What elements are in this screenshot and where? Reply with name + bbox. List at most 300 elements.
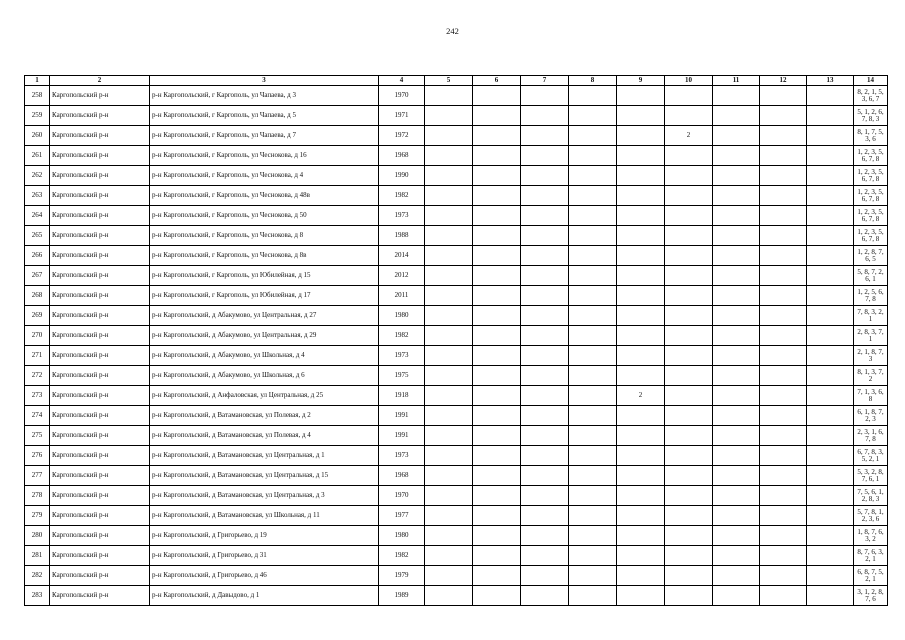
row-number: 258: [25, 86, 50, 106]
col14-cell: 7, 1, 3, 6, 8: [854, 386, 888, 406]
empty-cell: [521, 406, 569, 426]
empty-cell: [807, 506, 854, 526]
empty-cell: [521, 326, 569, 346]
year-cell: 2012: [379, 266, 425, 286]
table-row: [25, 206, 888, 226]
col10-cell: [665, 286, 713, 306]
col14-cell: 6, 8, 7, 5, 2, 1: [854, 566, 888, 586]
empty-cell: [569, 86, 617, 106]
address-cell: р-н Каргопольский, г Каргополь, ул Чеснокова, д 8: [150, 226, 379, 246]
district-cell: Каргопольский р-н: [50, 546, 150, 566]
col9-cell: [617, 306, 665, 326]
col9-cell: [617, 146, 665, 166]
empty-cell: [807, 326, 854, 346]
col9-cell: [617, 466, 665, 486]
empty-cell: [807, 146, 854, 166]
empty-cell: [807, 526, 854, 546]
col14-cell: 1, 2, 3, 5, 6, 7, 8: [854, 166, 888, 186]
empty-cell: [713, 386, 760, 406]
col10-cell: [665, 426, 713, 446]
empty-cell: [760, 506, 807, 526]
empty-cell: [521, 546, 569, 566]
row-number: 265: [25, 226, 50, 246]
empty-cell: [425, 286, 473, 306]
empty-cell: [713, 326, 760, 346]
empty-cell: [425, 106, 473, 126]
empty-cell: [713, 266, 760, 286]
empty-cell: [569, 486, 617, 506]
district-cell: Каргопольский р-н: [50, 406, 150, 426]
table-row: [25, 266, 888, 286]
empty-cell: [521, 386, 569, 406]
empty-cell: [713, 86, 760, 106]
col9-cell: [617, 166, 665, 186]
empty-cell: [807, 346, 854, 366]
empty-cell: [807, 446, 854, 466]
col9-cell: [617, 246, 665, 266]
table-row: [25, 406, 888, 426]
col9-cell: [617, 86, 665, 106]
col10-cell: [665, 166, 713, 186]
col14-cell: 1, 2, 3, 5, 6, 7, 8: [854, 206, 888, 226]
year-cell: 1918: [379, 386, 425, 406]
empty-cell: [473, 106, 521, 126]
year-cell: 1972: [379, 126, 425, 146]
col10-cell: [665, 386, 713, 406]
row-number: 259: [25, 106, 50, 126]
empty-cell: [473, 386, 521, 406]
empty-cell: [473, 126, 521, 146]
empty-cell: [760, 186, 807, 206]
empty-cell: [569, 446, 617, 466]
empty-cell: [521, 586, 569, 606]
year-cell: 1973: [379, 346, 425, 366]
empty-cell: [760, 346, 807, 366]
empty-cell: [713, 406, 760, 426]
table-row: [25, 346, 888, 366]
district-cell: Каргопольский р-н: [50, 306, 150, 326]
col9-cell: [617, 406, 665, 426]
col10-cell: [665, 306, 713, 326]
empty-cell: [569, 206, 617, 226]
year-cell: 1980: [379, 526, 425, 546]
col9-cell: [617, 366, 665, 386]
table-row: [25, 226, 888, 246]
empty-cell: [760, 306, 807, 326]
row-number: 271: [25, 346, 50, 366]
empty-cell: [521, 366, 569, 386]
empty-cell: [425, 406, 473, 426]
empty-cell: [807, 466, 854, 486]
district-cell: Каргопольский р-н: [50, 486, 150, 506]
empty-cell: [521, 206, 569, 226]
empty-cell: [760, 226, 807, 246]
empty-cell: [713, 246, 760, 266]
district-cell: Каргопольский р-н: [50, 566, 150, 586]
empty-cell: [521, 346, 569, 366]
col9-cell: [617, 126, 665, 146]
column-header-7: 7: [521, 76, 569, 86]
address-cell: р-н Каргопольский, д Анфаловская, ул Центральная, д 25: [150, 386, 379, 406]
col9-cell: [617, 326, 665, 346]
district-cell: Каргопольский р-н: [50, 526, 150, 546]
empty-cell: [713, 146, 760, 166]
col10-cell: [665, 446, 713, 466]
empty-cell: [473, 486, 521, 506]
row-number: 267: [25, 266, 50, 286]
col9-cell: [617, 506, 665, 526]
empty-cell: [521, 166, 569, 186]
col10-cell: [665, 546, 713, 566]
empty-cell: [713, 346, 760, 366]
empty-cell: [473, 326, 521, 346]
empty-cell: [521, 486, 569, 506]
col10-cell: [665, 526, 713, 546]
empty-cell: [807, 366, 854, 386]
column-header-12: 12: [760, 76, 807, 86]
table-row: [25, 306, 888, 326]
table-row: [25, 426, 888, 446]
col14-cell: 1, 2, 8, 7, 6, 5: [854, 246, 888, 266]
row-number: 263: [25, 186, 50, 206]
column-header-11: 11: [713, 76, 760, 86]
district-cell: Каргопольский р-н: [50, 106, 150, 126]
empty-cell: [713, 446, 760, 466]
header-row: [25, 76, 888, 86]
empty-cell: [569, 346, 617, 366]
column-header-10: 10: [665, 76, 713, 86]
table-row: [25, 506, 888, 526]
address-cell: р-н Каргопольский, г Каргополь, ул Юбилейная, д 15: [150, 266, 379, 286]
empty-cell: [425, 306, 473, 326]
col10-cell: [665, 586, 713, 606]
row-number: 270: [25, 326, 50, 346]
year-cell: 1977: [379, 506, 425, 526]
table-row: [25, 566, 888, 586]
year-cell: 1982: [379, 326, 425, 346]
empty-cell: [425, 526, 473, 546]
column-header-8: 8: [569, 76, 617, 86]
table-row: [25, 366, 888, 386]
empty-cell: [760, 366, 807, 386]
col14-cell: 6, 7, 8, 3, 5, 2, 1: [854, 446, 888, 466]
col9-cell: [617, 426, 665, 446]
empty-cell: [760, 406, 807, 426]
empty-cell: [425, 326, 473, 346]
col14-cell: 8, 1, 3, 7, 2: [854, 366, 888, 386]
col10-cell: [665, 346, 713, 366]
empty-cell: [760, 466, 807, 486]
empty-cell: [521, 526, 569, 546]
district-cell: Каргопольский р-н: [50, 586, 150, 606]
empty-cell: [713, 506, 760, 526]
address-cell: р-н Каргопольский, д Абакумово, ул Центральная, д 29: [150, 326, 379, 346]
row-number: 282: [25, 566, 50, 586]
row-number: 264: [25, 206, 50, 226]
empty-cell: [425, 246, 473, 266]
table-row: [25, 86, 888, 106]
address-cell: р-н Каргопольский, г Каргополь, ул Чеснокова, д 50: [150, 206, 379, 226]
district-cell: Каргопольский р-н: [50, 386, 150, 406]
col9-cell: [617, 526, 665, 546]
empty-cell: [473, 206, 521, 226]
column-header-9: 9: [617, 76, 665, 86]
row-number: 268: [25, 286, 50, 306]
col14-cell: 6, 1, 8, 7, 2, 3: [854, 406, 888, 426]
empty-cell: [760, 146, 807, 166]
address-cell: р-н Каргопольский, д Ватамановская, ул Центральная, д 3: [150, 486, 379, 506]
empty-cell: [569, 306, 617, 326]
district-cell: Каргопольский р-н: [50, 506, 150, 526]
empty-cell: [713, 586, 760, 606]
year-cell: 1991: [379, 406, 425, 426]
year-cell: 1990: [379, 166, 425, 186]
empty-cell: [569, 286, 617, 306]
column-header-6: 6: [473, 76, 521, 86]
col14-cell: 5, 1, 2, 6, 7, 8, 3: [854, 106, 888, 126]
empty-cell: [473, 566, 521, 586]
col9-cell: [617, 266, 665, 286]
col14-cell: 3, 1, 2, 8, 7, 6: [854, 586, 888, 606]
empty-cell: [807, 206, 854, 226]
column-header-3: 3: [150, 76, 379, 86]
col10-cell: [665, 106, 713, 126]
col10-cell: [665, 566, 713, 586]
empty-cell: [473, 466, 521, 486]
row-number: 281: [25, 546, 50, 566]
col14-cell: 1, 2, 5, 6, 7, 8: [854, 286, 888, 306]
empty-cell: [760, 426, 807, 446]
empty-cell: [760, 566, 807, 586]
empty-cell: [760, 526, 807, 546]
empty-cell: [473, 306, 521, 326]
empty-cell: [807, 266, 854, 286]
empty-cell: [713, 366, 760, 386]
empty-cell: [521, 266, 569, 286]
empty-cell: [569, 366, 617, 386]
row-number: 272: [25, 366, 50, 386]
empty-cell: [521, 566, 569, 586]
year-cell: 1973: [379, 446, 425, 466]
empty-cell: [425, 206, 473, 226]
district-cell: Каргопольский р-н: [50, 366, 150, 386]
table-row: [25, 166, 888, 186]
page-number: 242: [446, 26, 459, 36]
district-cell: Каргопольский р-н: [50, 166, 150, 186]
year-cell: 1979: [379, 566, 425, 586]
row-number: 278: [25, 486, 50, 506]
empty-cell: [713, 186, 760, 206]
empty-cell: [473, 266, 521, 286]
empty-cell: [425, 126, 473, 146]
column-header-2: 2: [50, 76, 150, 86]
empty-cell: [473, 426, 521, 446]
district-cell: Каргопольский р-н: [50, 186, 150, 206]
district-cell: Каргопольский р-н: [50, 346, 150, 366]
empty-cell: [713, 526, 760, 546]
empty-cell: [425, 346, 473, 366]
col14-cell: 7, 8, 3, 2, 1: [854, 306, 888, 326]
empty-cell: [425, 86, 473, 106]
empty-cell: [569, 166, 617, 186]
district-cell: Каргопольский р-н: [50, 226, 150, 246]
table-row: [25, 486, 888, 506]
empty-cell: [521, 466, 569, 486]
district-cell: Каргопольский р-н: [50, 146, 150, 166]
address-cell: р-н Каргопольский, г Каргополь, ул Чеснокова, д 4: [150, 166, 379, 186]
col10-cell: [665, 146, 713, 166]
empty-cell: [569, 406, 617, 426]
col14-cell: 8, 1, 7, 5, 3, 6: [854, 126, 888, 146]
row-number: 260: [25, 126, 50, 146]
row-number: 274: [25, 406, 50, 426]
col14-cell: 2, 8, 3, 7, 1: [854, 326, 888, 346]
table-row: [25, 286, 888, 306]
empty-cell: [425, 586, 473, 606]
col9-cell: [617, 346, 665, 366]
col14-cell: 5, 3, 2, 8, 7, 6, 1: [854, 466, 888, 486]
year-cell: 1970: [379, 486, 425, 506]
empty-cell: [425, 166, 473, 186]
col9-cell: [617, 486, 665, 506]
district-cell: Каргопольский р-н: [50, 466, 150, 486]
empty-cell: [521, 106, 569, 126]
empty-cell: [521, 426, 569, 446]
empty-cell: [425, 566, 473, 586]
empty-cell: [760, 386, 807, 406]
col9-cell: [617, 586, 665, 606]
address-cell: р-н Каргопольский, г Каргополь, ул Чеснокова, д 16: [150, 146, 379, 166]
empty-cell: [473, 506, 521, 526]
table-row: [25, 466, 888, 486]
empty-cell: [521, 226, 569, 246]
table-row: [25, 326, 888, 346]
col10-cell: 2: [665, 126, 713, 146]
empty-cell: [713, 486, 760, 506]
year-cell: 1989: [379, 586, 425, 606]
table-row: [25, 546, 888, 566]
empty-cell: [425, 146, 473, 166]
col9-cell: [617, 546, 665, 566]
col10-cell: [665, 266, 713, 286]
row-number: 269: [25, 306, 50, 326]
table-body: [25, 86, 888, 606]
empty-cell: [425, 446, 473, 466]
empty-cell: [807, 486, 854, 506]
empty-cell: [807, 186, 854, 206]
empty-cell: [521, 306, 569, 326]
col9-cell: [617, 206, 665, 226]
col10-cell: [665, 206, 713, 226]
empty-cell: [473, 226, 521, 246]
col14-cell: 5, 8, 7, 2, 6, 1: [854, 266, 888, 286]
empty-cell: [521, 286, 569, 306]
empty-cell: [521, 246, 569, 266]
address-cell: р-н Каргопольский, д Григорьево, д 46: [150, 566, 379, 586]
address-cell: р-н Каргопольский, д Ватамановская, ул Школьная, д 11: [150, 506, 379, 526]
address-cell: р-н Каргопольский, г Каргополь, ул Чапаева, д 3: [150, 86, 379, 106]
empty-cell: [807, 546, 854, 566]
row-number: 275: [25, 426, 50, 446]
empty-cell: [473, 146, 521, 166]
table-row: [25, 246, 888, 266]
year-cell: 2011: [379, 286, 425, 306]
col14-cell: 2, 1, 8, 7, 3: [854, 346, 888, 366]
district-cell: Каргопольский р-н: [50, 126, 150, 146]
row-number: 277: [25, 466, 50, 486]
col10-cell: [665, 86, 713, 106]
empty-cell: [473, 166, 521, 186]
col14-cell: 2, 3, 1, 6, 7, 8: [854, 426, 888, 446]
empty-cell: [713, 546, 760, 566]
empty-cell: [807, 246, 854, 266]
empty-cell: [473, 406, 521, 426]
empty-cell: [760, 206, 807, 226]
col9-cell: [617, 226, 665, 246]
address-cell: р-н Каргопольский, г Каргополь, ул Чапаева, д 7: [150, 126, 379, 146]
empty-cell: [569, 566, 617, 586]
address-cell: р-н Каргопольский, д Ватамановская, ул Центральная, д 15: [150, 466, 379, 486]
empty-cell: [473, 186, 521, 206]
empty-cell: [807, 286, 854, 306]
empty-cell: [521, 446, 569, 466]
empty-cell: [569, 146, 617, 166]
table-row: [25, 126, 888, 146]
address-cell: р-н Каргопольский, д Ватамановская, ул Полевая, д 2: [150, 406, 379, 426]
empty-cell: [807, 566, 854, 586]
empty-cell: [760, 106, 807, 126]
empty-cell: [569, 186, 617, 206]
empty-cell: [473, 366, 521, 386]
empty-cell: [713, 426, 760, 446]
empty-cell: [473, 586, 521, 606]
row-number: 283: [25, 586, 50, 606]
year-cell: 1982: [379, 186, 425, 206]
empty-cell: [521, 146, 569, 166]
address-cell: р-н Каргопольский, д Григорьево, д 19: [150, 526, 379, 546]
empty-cell: [713, 166, 760, 186]
district-cell: Каргопольский р-н: [50, 86, 150, 106]
empty-cell: [473, 446, 521, 466]
empty-cell: [521, 506, 569, 526]
empty-cell: [569, 546, 617, 566]
address-cell: р-н Каргопольский, д Давыдово, д 1: [150, 586, 379, 606]
col14-cell: 1, 2, 3, 5, 6, 7, 8: [854, 186, 888, 206]
empty-cell: [569, 326, 617, 346]
empty-cell: [760, 286, 807, 306]
year-cell: 1971: [379, 106, 425, 126]
year-cell: 1975: [379, 366, 425, 386]
empty-cell: [760, 246, 807, 266]
empty-cell: [425, 266, 473, 286]
empty-cell: [713, 306, 760, 326]
row-number: 273: [25, 386, 50, 406]
year-cell: 1982: [379, 546, 425, 566]
empty-cell: [807, 586, 854, 606]
year-cell: 2014: [379, 246, 425, 266]
empty-cell: [807, 406, 854, 426]
empty-cell: [713, 466, 760, 486]
empty-cell: [807, 86, 854, 106]
empty-cell: [521, 86, 569, 106]
table-row: [25, 146, 888, 166]
address-cell: р-н Каргопольский, д Абакумово, ул Центральная, д 27: [150, 306, 379, 326]
address-cell: р-н Каргопольский, г Каргополь, ул Чеснокова, д 48в: [150, 186, 379, 206]
empty-cell: [473, 86, 521, 106]
address-cell: р-н Каргопольский, д Григорьево, д 31: [150, 546, 379, 566]
empty-cell: [807, 226, 854, 246]
empty-cell: [569, 506, 617, 526]
